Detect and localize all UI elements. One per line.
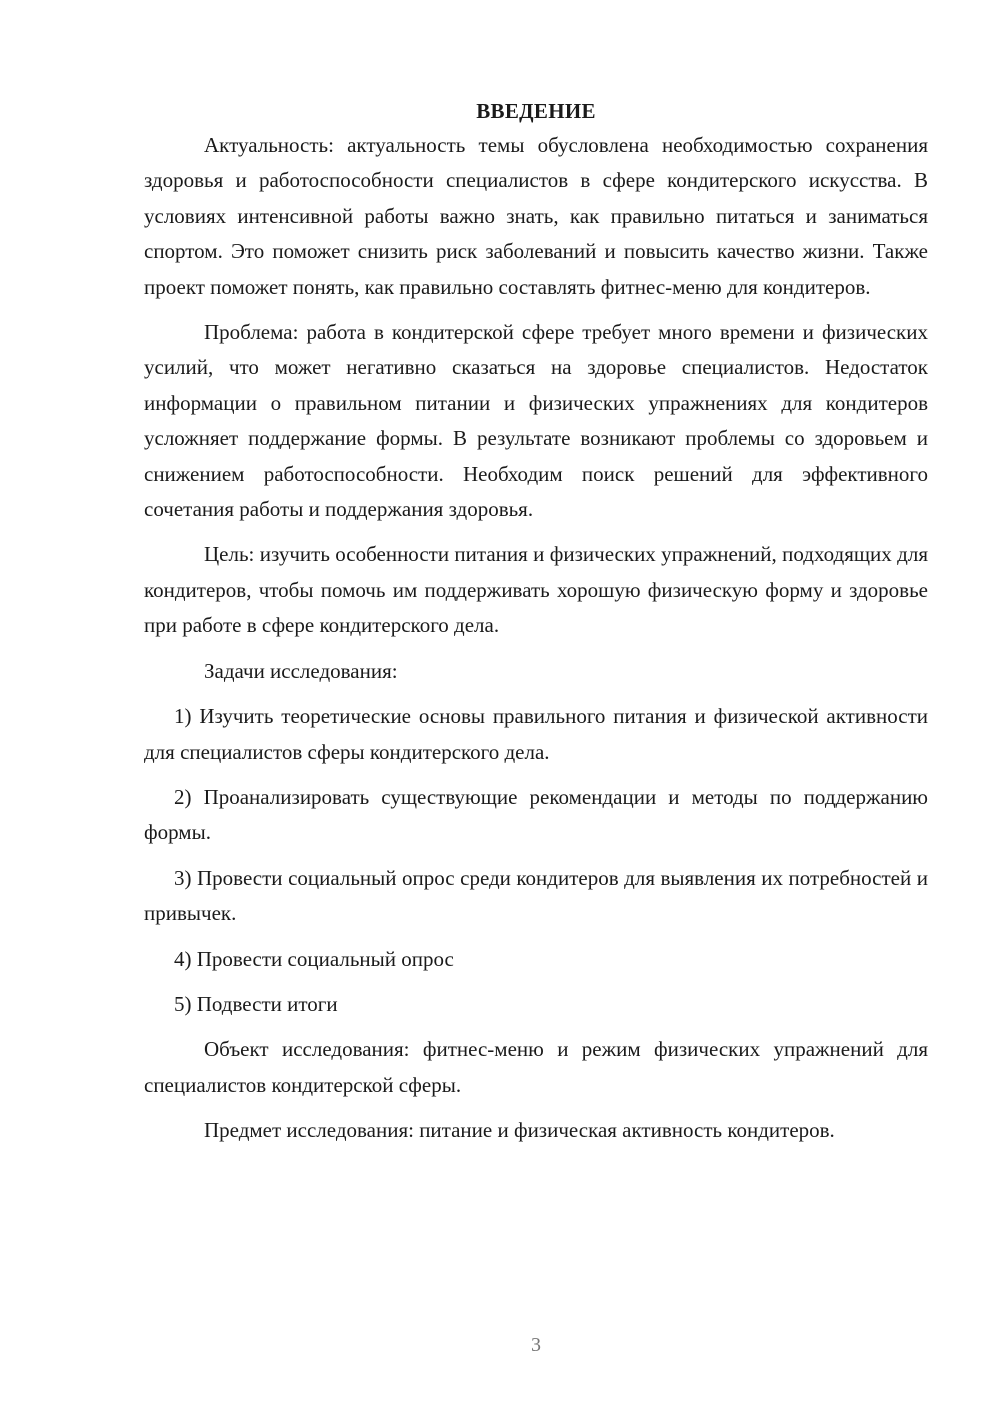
section-heading: ВВЕДЕНИЕ bbox=[476, 99, 596, 123]
task-item-1: 1) Изучить теоретические основы правильного питания и физической активности для специалистов сферы кондитерского дела. bbox=[144, 704, 928, 764]
task-item-3: 3) Провести социальный опрос среди кондитеров для выявления их потребностей и привычек. bbox=[144, 865, 928, 926]
paragraph-subject: Предмет исследования: питание и физическая активность кондитеров. bbox=[204, 1118, 835, 1143]
paragraph-object: Объект исследования: фитнес-меню и режим физических упражнений для специалистов кондитерской сферы. bbox=[144, 1037, 928, 1097]
task-item-2: 2) Проанализировать существующие рекомендации и методы по поддержанию формы. bbox=[144, 784, 928, 845]
paragraph-problem: Проблема: работа в кондитерской сфере требует много времени и физических усилий, что может негативно сказаться на здоровье специалистов. Недостаток информации о правильном питании и физических упражнениях для кондитеров усложняет поддержание формы. В результате возникают проблемы со здоровьем и снижением работоспособности. Необходим поиск решений для эффективного сочетания работы и поддержания здоровья. bbox=[144, 320, 928, 522]
tasks-title: Задачи исследования: bbox=[204, 658, 398, 683]
page-number: 3 bbox=[531, 1334, 541, 1356]
task-item-5: 5) Подвести итоги bbox=[174, 991, 338, 1016]
document-page bbox=[144, 96, 928, 1159]
task-item-4: 4) Провести социальный опрос bbox=[174, 946, 454, 971]
paragraph-goal: Цель: изучить особенности питания и физических упражнений, подходящих для кондитеров, чтобы помочь им поддерживать хорошую физическую форму и здоровье при работе в сфере кондитерского дела. bbox=[144, 542, 928, 638]
paragraph-relevance: Актуальность: актуальность темы обусловлена необходимостью сохранения здоровья и работоспособности специалистов в сфере кондитерского искусства. В условиях интенсивной работы важно знать, как правильно питаться и заниматься спортом. Это поможет снизить риск заболеваний и повысить качество жизни. Также проект поможет понять, как правильно составлять фитнес-меню для кондитеров. bbox=[144, 133, 928, 299]
